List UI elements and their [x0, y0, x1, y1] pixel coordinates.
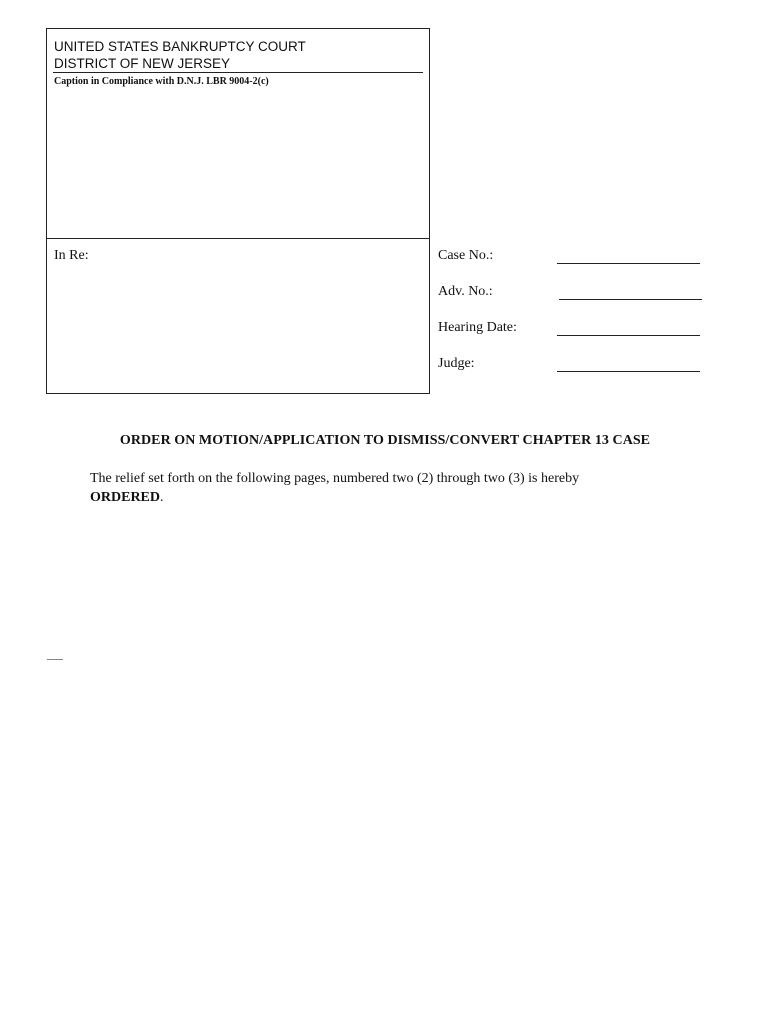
- order-title: ORDER ON MOTION/APPLICATION TO DISMISS/CONVERT CHAPTER 13 CASE: [119, 433, 651, 448]
- judge-blank[interactable]: [557, 371, 700, 372]
- adv-no-label: Adv. No.:: [438, 284, 493, 299]
- case-no-label: Case No.:: [438, 248, 494, 263]
- in-re-box: [46, 238, 430, 394]
- hearing-date-label: Hearing Date:: [438, 320, 517, 335]
- adv-no-field: [438, 284, 708, 304]
- caption-box: [46, 28, 430, 238]
- ordered-word: ORDERED: [90, 490, 161, 505]
- adv-no-blank[interactable]: [559, 299, 702, 300]
- case-no-blank[interactable]: [557, 263, 700, 264]
- hearing-date-blank[interactable]: [557, 335, 700, 336]
- case-no-field: [438, 248, 708, 268]
- hearing-date-field: [438, 320, 708, 340]
- judge-label: Judge:: [438, 356, 475, 371]
- margin-mark: [47, 659, 63, 660]
- caption-divider: [53, 72, 423, 73]
- compliance-note: Caption in Compliance with D.N.J. LBR 9004-2(c): [54, 76, 269, 87]
- court-district: DISTRICT OF NEW JERSEY: [54, 56, 231, 71]
- judge-field: [438, 356, 708, 376]
- ordered-punct: .: [160, 490, 164, 505]
- relief-paragraph: [90, 469, 650, 507]
- court-name: UNITED STATES BANKRUPTCY COURT: [54, 39, 306, 54]
- in-re-label: In Re:: [54, 248, 89, 263]
- relief-text: The relief set forth on the following pages, numbered two (2) through two (3) is hereby: [90, 471, 580, 486]
